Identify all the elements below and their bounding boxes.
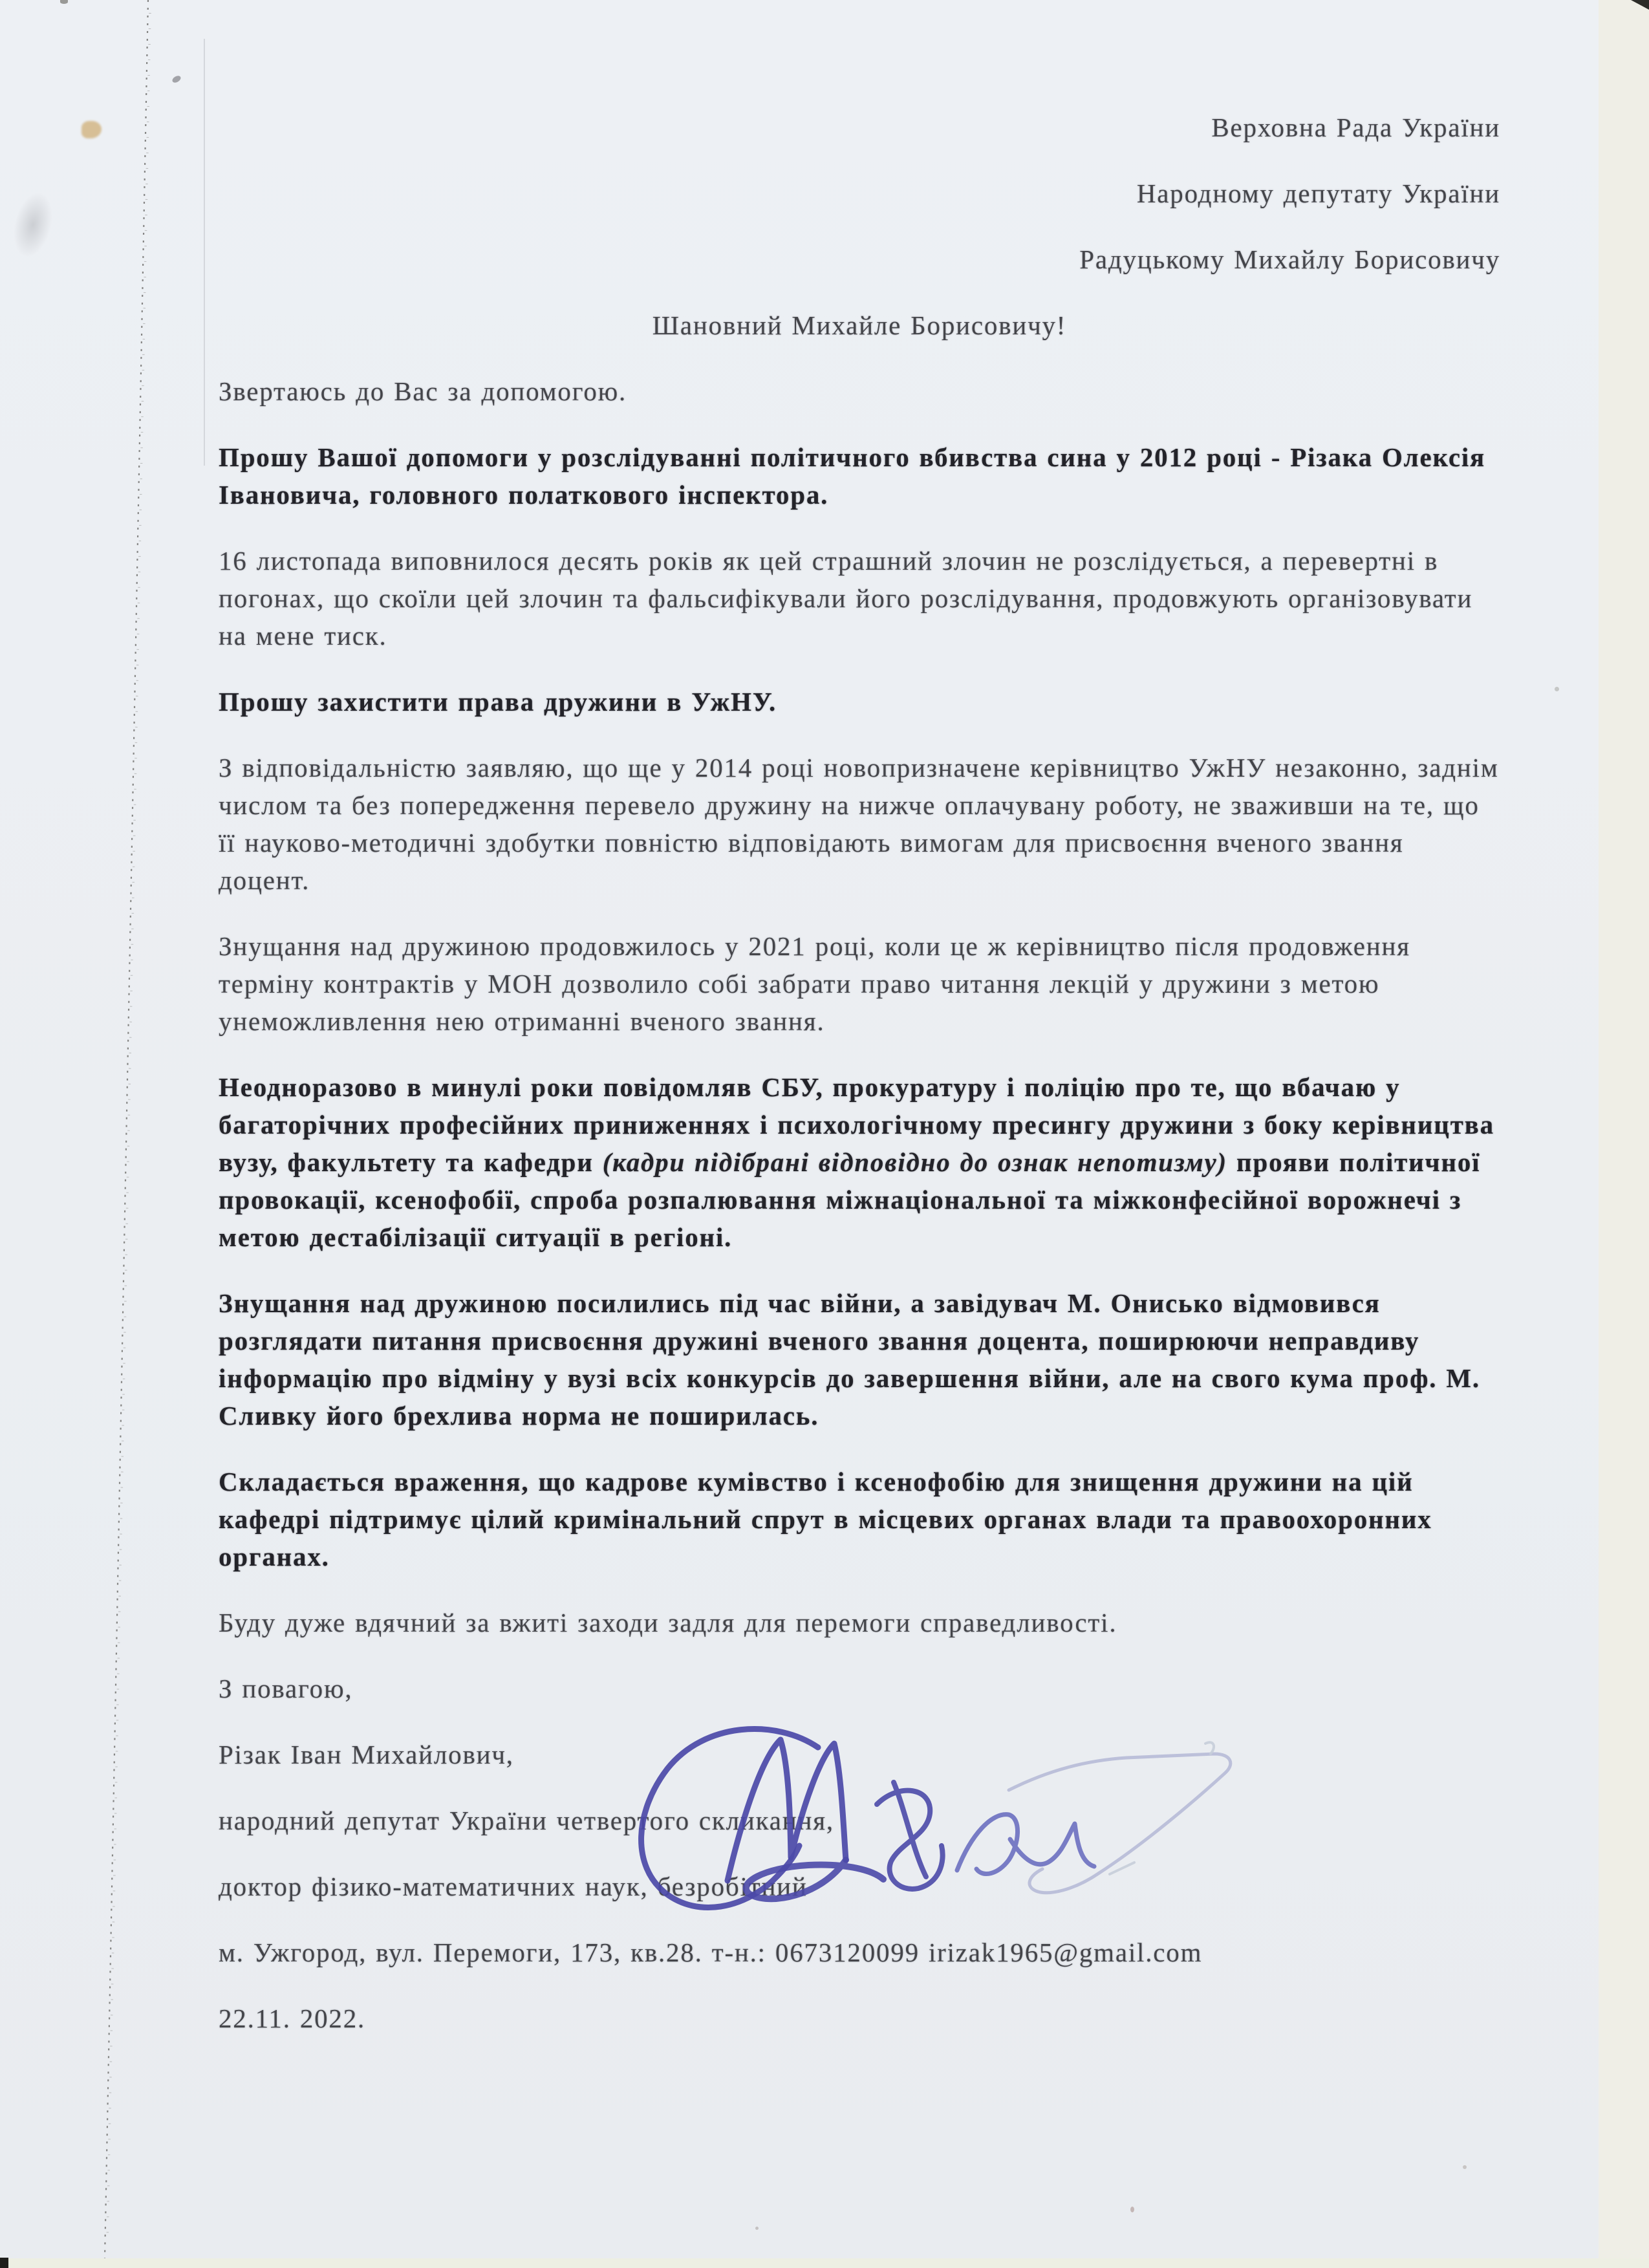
recipient-block	[219, 109, 1500, 278]
paper-speck	[1555, 687, 1559, 691]
paragraph-request-protect-wife: Прошу захистити права дружини в УжНУ.	[219, 687, 777, 717]
paragraph-wartime-abuse: Знущання над дружиною посилились під час війни, а завідувач М. Онисько відмовився розглядати питання присвоєння дружині вченого звання доцента, поширюючи неправдиву інформацію про відміну у вузі всіх конкурсів до завершення війни, але на свого кума проф. М. Сливку його брехлива норма не поширилась.	[219, 1288, 1480, 1431]
closing-regards: З повагою,	[219, 1674, 353, 1703]
stain-gray-smudge	[6, 188, 59, 263]
paper-speck	[1130, 2207, 1134, 2212]
paragraph-reported-authorities-part2: прояви політичної провокації, ксенофобії, спроба розпалювання міжнаціональної та міжконфесійної ворожнечі з метою дестабілізації ситуації в регіоні.	[219, 1147, 1481, 1252]
closing-contact: м. Ужгород, вул. Перемоги, 173, кв.28. т-н.: 0673120099 irizak1965@gmail.com	[219, 1938, 1203, 1967]
paper-speck	[755, 2227, 759, 2230]
paragraph-reported-authorities	[219, 1068, 1500, 1256]
salutation: Шановний Михайле Борисовичу!	[652, 310, 1067, 340]
signature-ink	[595, 1707, 1242, 1914]
top-edge-speck	[60, 0, 68, 4]
closing-title-doctor: доктор фізико-математичних наук, безробітний	[219, 1872, 808, 1901]
paragraph-2021-lectures: Знущання над дружиною продовжилось у 2021 році, коли це ж керівництво після продовження терміну контрактів у МОН дозволило собі забрати право читання лекцій у дружини з метою унеможливлення нею отриманні вченого звання.	[219, 931, 1410, 1036]
paragraph-reported-authorities-part1: Неодноразово в минулі роки повідомляв СБУ, прокуратуру і поліцію про те, що вбачаю у багаторічних професійних приниженнях і психологічному пресингу дружини з боку керівництва вузу, факультету та кафедри	[219, 1072, 1494, 1177]
paragraph-gratitude: Буду дуже вдячний за вжиті заходи задля для перемоги справедливості.	[219, 1608, 1117, 1637]
paper-speck	[171, 74, 182, 84]
corner-mark-top-right	[1631, 0, 1649, 10]
paragraph-request-investigation: Прошу Вашої допомоги у розслідуванні політичного вбивства сина у 2012 році - Різака Олексія Івановича, головного полаткового інспектора.	[219, 442, 1486, 510]
recipient-line-3: Радуцькому Михайлу Борисовичу	[1079, 244, 1500, 274]
paragraph-2014-demotion: З відповідальністю заявляю, що ще у 2014 році новопризначене керівництво УжНУ незаконно, заднім числом та без попередження перевело дружину на нижче оплачувану роботу, не зваживши на те, що її науково-методичні здобутки повністю відповідають вимогам для присвоєння вченого звання доцент.	[219, 753, 1499, 895]
closing-name: Різак Іван Михайлович,	[219, 1740, 514, 1769]
corner-mark-bottom-left	[0, 2258, 8, 2268]
recipient-line-2: Народному депутату України	[1136, 178, 1500, 208]
closing-title-deputy: народний депутат України четвертого скликання,	[219, 1806, 834, 1835]
scanner-background-bottom	[0, 2258, 1649, 2268]
paragraph-criminal-network: Складається враження, що кадрове кумівство і ксенофобію для знищення дружини на цій кафедрі підтримує цілий кримінальний спрут в місцевих органах влади та правоохоронних органах.	[219, 1467, 1432, 1571]
recipient-line-1: Верховна Рада України	[1211, 113, 1500, 142]
paragraph-reported-authorities-italic: (кадри підібрані відповідно до ознак непотизму)	[602, 1147, 1227, 1177]
closing-date: 22.11. 2022.	[219, 2003, 366, 2033]
paragraph-intro: Звертаюсь до Вас за допомогою.	[219, 376, 627, 406]
paper-speck	[1463, 2165, 1467, 2169]
stain-tan-spot	[81, 121, 102, 138]
paragraph-ten-years: 16 листопада виповнилося десять років як цей страшний злочин не розслідується, а перевертні в погонах, що скоїли цей злочин та фальсифікували його розслідування, продовжують організовувати на мене тиск.	[219, 546, 1473, 651]
scanner-background-right	[1599, 0, 1649, 2268]
